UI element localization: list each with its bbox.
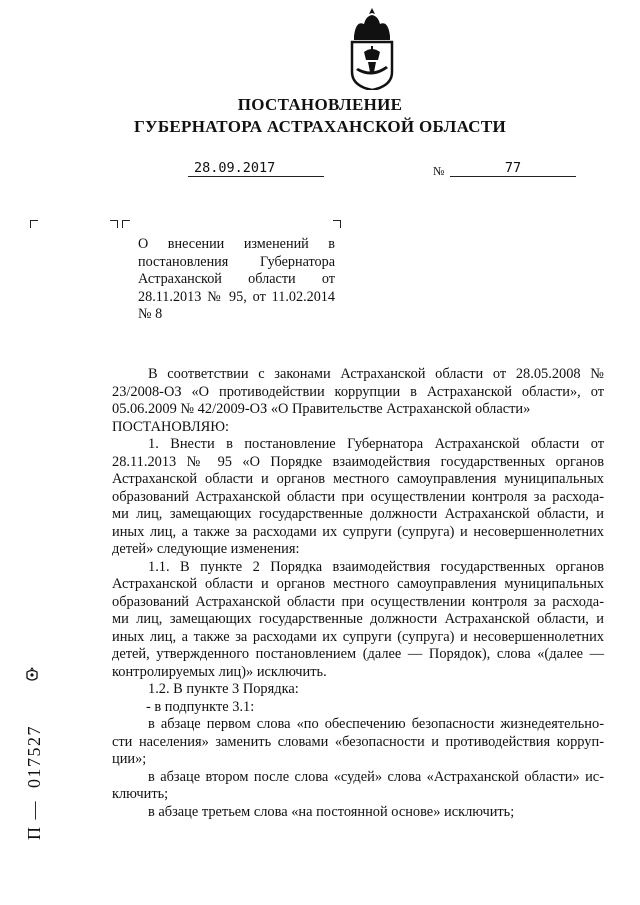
body-line: иных лиц, а также за расходами их супруги (супруга) и несовершеннолетних [112, 628, 604, 645]
body-line: ми лиц, замещающих государственные должности Астраханской области, и [112, 611, 604, 627]
body-line: В соответствии с законами Астраханской области от 28.05.2008 № [148, 366, 604, 382]
body-line: в абзаце третьем слова «на постоянной основе» исключить; [148, 803, 515, 820]
bracket-mark [30, 220, 38, 228]
body-line: в абзаце первом слова «по обеспечению безопасности жизнедеятельно- [148, 716, 604, 732]
subject-line: № 8 [138, 306, 163, 322]
serial-number [24, 725, 45, 840]
body-line: образований Астраханской области при осуществлении контроля за расхода- [112, 593, 604, 610]
body-line: ции»; [112, 751, 147, 767]
document-body [112, 366, 604, 821]
body-line: 05.06.2009 № 42/2009-ОЗ «О Правительстве Астраханской области» [112, 401, 531, 417]
body-line: контролируемых лиц)» исключить. [112, 663, 327, 680]
subject-line: 28.11.2013 № 95, от 11.02.2014 [138, 288, 335, 305]
subject-line: Астраханской области от [138, 271, 335, 287]
body-line: 1.1. В пункте 2 Порядка взаимодействия государственных органов [148, 558, 604, 575]
bracket-mark [122, 220, 130, 228]
body-line: 23/2008-ОЗ «О противодействии коррупции в Астраханской области», от [112, 383, 604, 400]
body-line: образований Астраханской области при осуществлении контроля за расхода- [112, 488, 604, 505]
serial-series: П — [24, 800, 44, 840]
serial-digits: 017527 [24, 725, 44, 788]
body-line: 1.2. В пункте 3 Порядка: [148, 681, 299, 697]
body-line: ми лиц, замещающих государственные должности Астраханской области, и [112, 506, 604, 522]
body-line: в абзаце втором после слова «судей» слова «Астраханской области» ис- [148, 768, 604, 785]
serial-stamp [18, 660, 48, 860]
coat-of-arms-emblem [342, 6, 402, 90]
subject-block [138, 236, 335, 324]
number-label: № [433, 164, 445, 178]
body-line: Астраханской области и органов местного самоуправления муниципальных [112, 471, 604, 487]
bracket-mark [333, 220, 341, 228]
body-line: Астраханской области и органов местного самоуправления муниципальных [112, 576, 604, 592]
body-line: детей» следующие изменения: [112, 541, 300, 557]
body-line: детей, утвержденного постановлением (далее — Порядок), слова «(далее — [112, 646, 604, 662]
subject-line: постановления Губернатора [138, 253, 335, 270]
bracket-mark [110, 220, 118, 228]
issuer-title: ГУБЕРНАТОРА АСТРАХАНСКОЙ ОБЛАСТИ [133, 117, 507, 136]
body-line: иных лиц, а также за расходами их супруги (супруга) и несовершеннолетних [112, 523, 604, 540]
body-line: ключить; [112, 786, 169, 802]
body-line: 28.11.2013 № 95 «О Порядке взаимодействия государственных органов [112, 453, 604, 470]
document-title: ПОСТАНОВЛЕНИЕ [237, 95, 403, 114]
body-line: - в подпункте 3.1: [146, 698, 255, 715]
stamp-emblem-icon [25, 666, 39, 682]
body-line: 1. Внести в постановление Губернатора Астраханской области от [148, 436, 604, 452]
document-date: 28.09.2017 [188, 160, 324, 177]
subject-line: О внесении изменений в [138, 236, 335, 252]
body-line: ПОСТАНОВЛЯЮ: [112, 418, 230, 435]
body-line: сти населения» заменить словами «безопасности и противодействия корруп- [112, 733, 604, 750]
document-number: 77 [450, 160, 576, 177]
